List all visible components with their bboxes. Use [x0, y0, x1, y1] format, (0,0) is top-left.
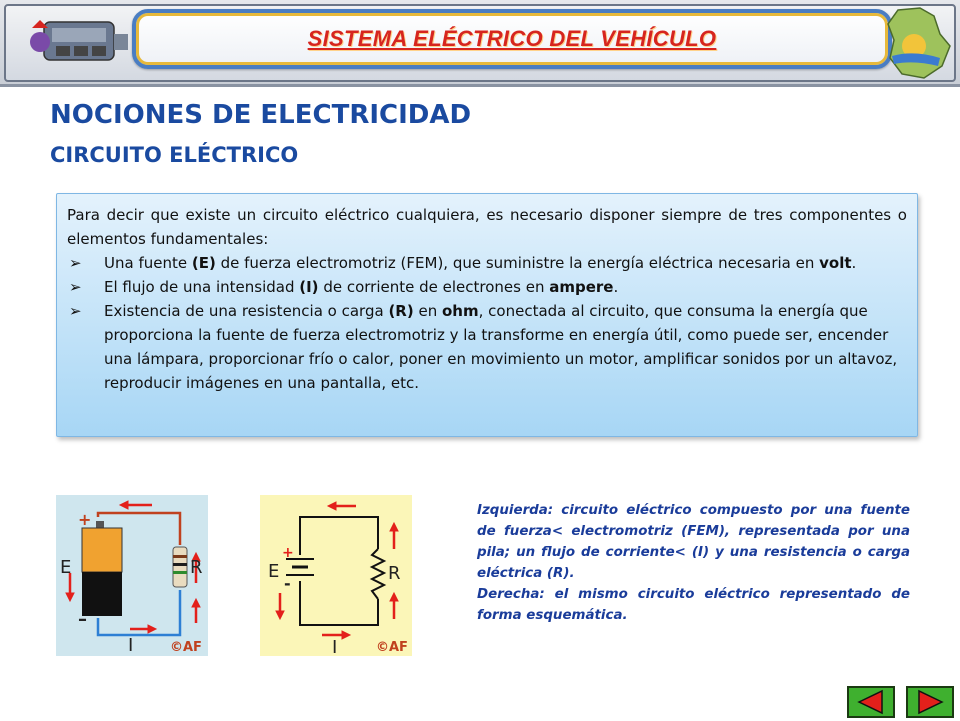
battery-circuit-drawing	[56, 495, 208, 656]
list-item-resistance	[67, 299, 907, 395]
bullet-text: en	[413, 302, 442, 320]
battery-circuit-diagram	[56, 495, 208, 656]
schematic-circuit-drawing	[260, 495, 412, 656]
triangle-left-icon	[849, 688, 893, 716]
map-logo-icon	[880, 6, 956, 80]
header-band	[0, 0, 960, 87]
previous-slide-button[interactable]	[847, 686, 895, 718]
engine-logo-icon	[22, 12, 134, 72]
component-list	[67, 251, 907, 395]
bullet-text: de fuerza electromotriz (FEM), que suministre la energía eléctrica necesaria en	[215, 254, 820, 272]
minus-label: -	[284, 574, 291, 593]
intro-paragraph: Para decir que existe un circuito eléctrico cualquiera, es necesario disponer siempre de tres componentes o elementos fundamentales:	[67, 206, 907, 248]
plus-label: +	[78, 510, 92, 529]
bullet-term: (E)	[191, 254, 216, 272]
r-label: R	[388, 563, 401, 584]
schematic-circuit-diagram	[260, 495, 412, 656]
bullet-arrow-icon: ➢	[69, 302, 82, 320]
figure-caption	[477, 500, 910, 626]
e-label: E	[268, 561, 280, 582]
list-item-current	[67, 275, 907, 299]
credit-label: ©AF	[376, 640, 408, 655]
bullet-text: El flujo de una intensidad	[104, 278, 300, 296]
bullet-unit: ampere	[549, 278, 614, 296]
minus-label: –	[78, 609, 87, 630]
bullet-unit: volt	[819, 254, 852, 272]
bullet-term: (I)	[299, 278, 319, 296]
i-label: I	[128, 635, 134, 656]
bullet-term: (R)	[388, 302, 414, 320]
next-slide-button[interactable]	[906, 686, 954, 718]
e-label: E	[60, 557, 72, 578]
i-label: I	[332, 637, 338, 656]
r-label: R	[190, 557, 203, 578]
bullet-arrow-icon: ➢	[69, 278, 82, 296]
list-item-source	[67, 251, 907, 275]
title-pill	[132, 9, 892, 69]
info-box	[56, 193, 918, 437]
triangle-right-icon	[908, 688, 952, 716]
section-heading: NOCIONES DE ELECTRICIDAD	[50, 100, 472, 130]
section-subheading: CIRCUITO ELÉCTRICO	[50, 143, 299, 167]
bullet-text: Existencia de una resistencia o carga	[104, 302, 389, 320]
bullet-text: .	[851, 254, 857, 272]
bullet-text: de corriente de electrones en	[318, 278, 550, 296]
bullet-text: Una fuente	[104, 254, 192, 272]
caption-left: Izquierda: circuito eléctrico compuesto por una fuente de fuerza< electromotriz (FEM), representada por una pila; un flujo de corriente< (I) y una resistencia o carga eléctrica (R).	[477, 503, 910, 581]
credit-label: ©AF	[170, 640, 202, 655]
plus-label: +	[282, 545, 294, 561]
bullet-arrow-icon: ➢	[69, 254, 82, 272]
bullet-text: , conectada al circuito, que consuma la energía que proporciona la fuente de fuerza electromotriz y la transforme en energía útil, como puede ser, encender una lámpara, proporcionar frío o calor, poner en movimiento un motor, amplificar sonidos por un altavoz, reproducir imágenes en una pantalla, etc.	[104, 302, 898, 392]
page-title: SISTEMA ELÉCTRICO DEL VEHÍCULO	[307, 26, 717, 51]
caption-right: Derecha: el mismo circuito eléctrico representado de forma esquemática.	[477, 587, 910, 623]
bullet-text: .	[613, 278, 619, 296]
bullet-unit: ohm	[442, 302, 479, 320]
